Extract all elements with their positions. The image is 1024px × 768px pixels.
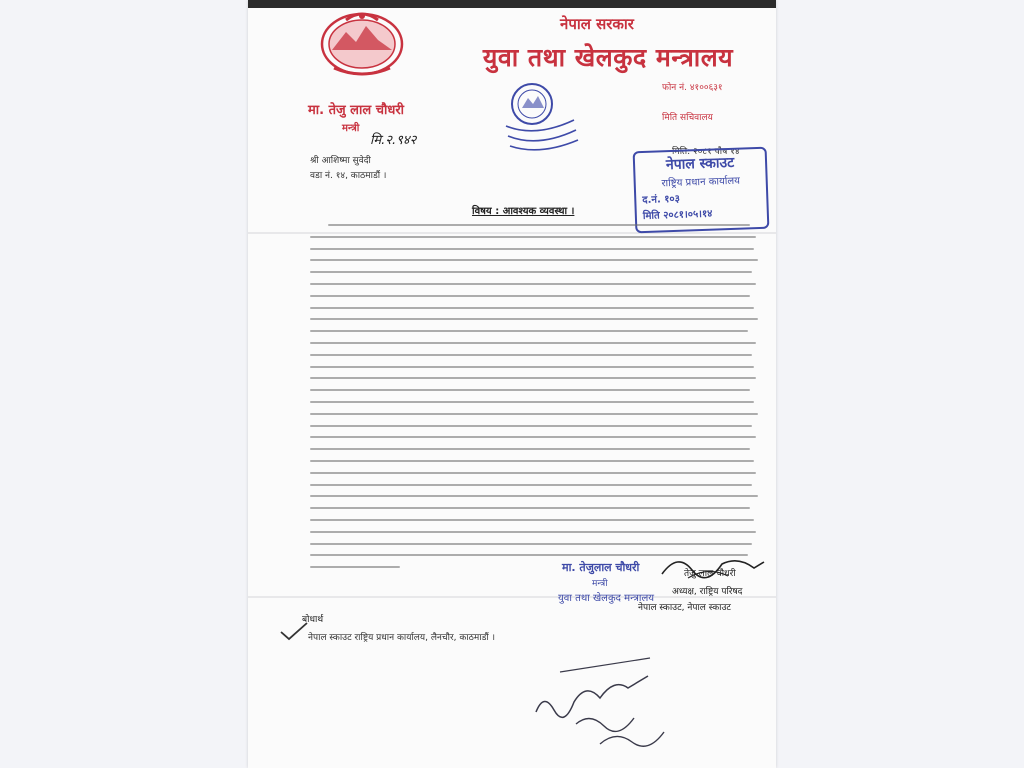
recipient-address: वडा नं. १४, काठमाडौं । — [310, 171, 387, 181]
copy-to-label: बोधार्थ — [302, 615, 324, 625]
letter-page — [248, 0, 776, 768]
body-text-line — [310, 318, 758, 320]
letter-body — [310, 224, 776, 548]
body-text-line — [310, 271, 752, 273]
letter-subject: विषय : आवश्यक व्यवस्था । — [472, 206, 575, 217]
scout-stamp-number: १०३ — [664, 193, 681, 206]
recipient-name: श्री आशिष्मा सुवेदी — [310, 156, 371, 166]
body-text-line — [310, 283, 756, 285]
body-text-line — [310, 377, 756, 379]
ministry-name: युवा तथा खेलकुद मन्त्रालय — [482, 43, 734, 72]
body-text-line — [310, 236, 756, 238]
scout-stamp-title: नेपाल स्काउट — [665, 154, 735, 174]
signatory-role-org: नेपाल स्काउट, नेपाल स्काउट — [638, 603, 731, 613]
body-text-line — [310, 460, 754, 462]
body-text-line — [310, 342, 756, 344]
scout-stamp-number-label: द.नं. — [642, 194, 661, 207]
body-text-line — [310, 354, 752, 356]
body-text-line — [310, 495, 758, 497]
body-text-line — [328, 224, 750, 226]
signatory-role: अध्यक्ष, राष्ट्रिय परिषद — [672, 587, 743, 597]
scout-stamp-date-label: मिति — [642, 210, 660, 223]
body-text-line — [310, 507, 750, 509]
checkmark-icon — [278, 620, 310, 642]
minister-name: मा. तेजु लाल चौधरी — [308, 103, 405, 118]
scout-stamp-number-row — [642, 188, 760, 206]
scout-receipt-stamp — [633, 147, 770, 234]
phone-number: फोन नं. ४१००६३१ — [662, 83, 723, 93]
body-text-line — [310, 401, 754, 403]
body-text-line — [310, 543, 752, 545]
body-text-line — [310, 366, 754, 368]
body-text-line — [310, 484, 752, 486]
body-text-line — [310, 519, 754, 521]
ministry-seal-icon — [496, 78, 584, 158]
top-signature: मि.२.९४२ — [370, 133, 417, 148]
body-text-line — [310, 330, 748, 332]
signatory-title: मन्त्री — [592, 579, 608, 589]
office-section: मिति सचिवालय — [662, 113, 713, 123]
nepal-emblem-icon — [316, 6, 408, 78]
body-text-line — [310, 389, 750, 391]
signatory-name-print: तेजु लाल चौधरी — [684, 569, 736, 579]
body-text-line — [310, 259, 758, 261]
body-text-line — [310, 413, 758, 415]
body-text-line — [310, 566, 400, 568]
scout-stamp-office: राष्ट्रिय प्रधान कार्यालय — [661, 175, 741, 190]
scout-stamp-date: २०८१।०५।१४ — [663, 208, 713, 222]
body-text-line — [310, 531, 756, 533]
letter-date: मिति: २०८१ पौष १४ — [672, 147, 740, 157]
body-text-line — [310, 472, 756, 474]
minister-title: मन्त्री — [342, 123, 360, 134]
copy-to-recipient: नेपाल स्काउट राष्ट्रिय प्रधान कार्यालय, लैनचौर, काठमाडौं । — [308, 633, 495, 643]
body-text-line — [310, 295, 750, 297]
body-text-line — [310, 436, 756, 438]
government-name: नेपाल सरकार — [560, 15, 634, 33]
handwritten-note — [530, 652, 670, 752]
body-text-line — [310, 307, 754, 309]
body-text-line — [310, 248, 754, 250]
scout-stamp-date-row — [643, 204, 761, 222]
body-text-line — [310, 448, 750, 450]
body-text-line — [310, 425, 752, 427]
signatory-ministry: युवा तथा खेलकुद मन्त्रालय — [558, 593, 655, 604]
signatory-name: मा. तेजुलाल चौधरी — [562, 561, 640, 574]
